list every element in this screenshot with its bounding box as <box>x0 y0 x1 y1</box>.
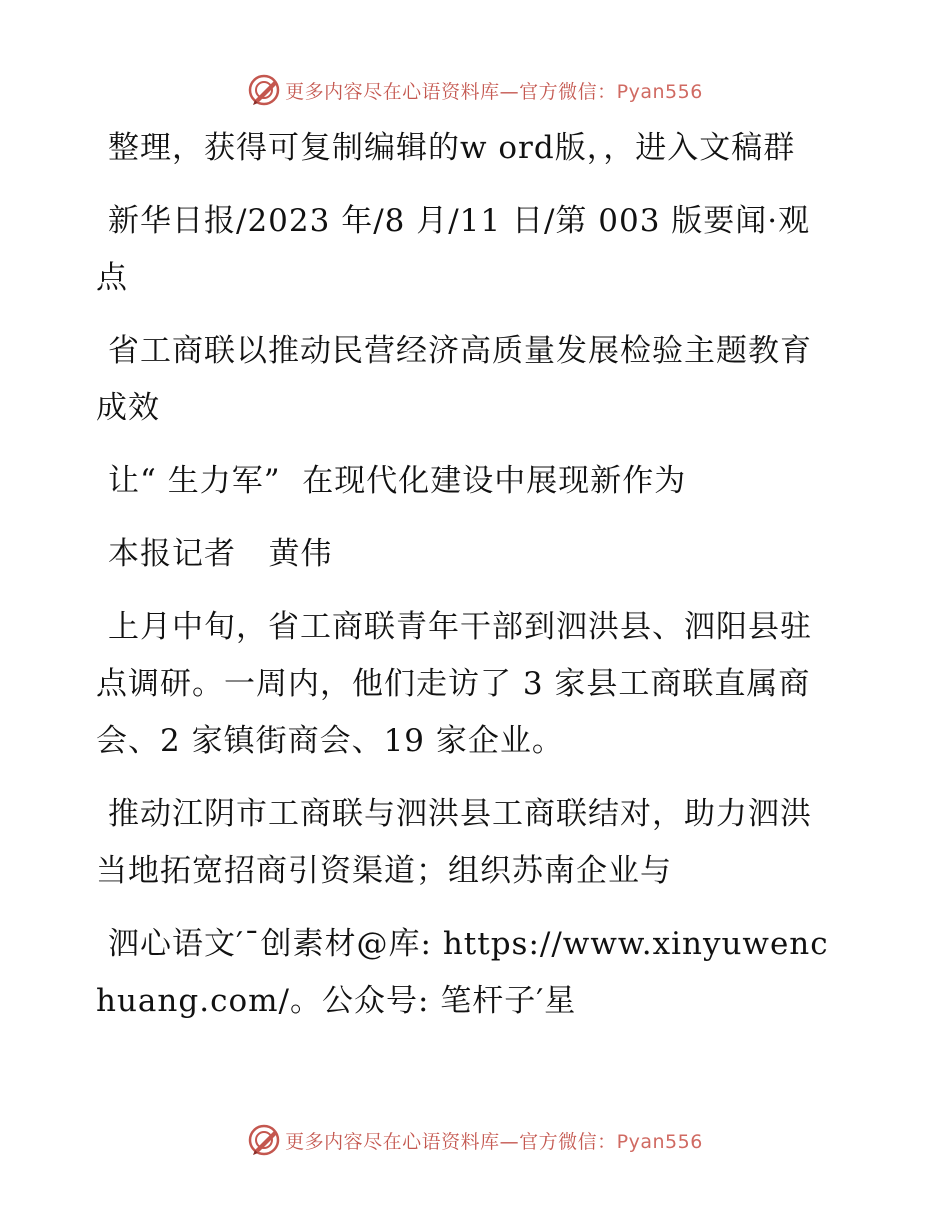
watermark-wechat-id: Pyan556 <box>616 1130 703 1153</box>
paragraph-source: 新华日报/2023 年/8 月/11 日/第 003 版要闻·观点 <box>96 203 811 296</box>
header-watermark <box>0 70 950 110</box>
paragraph-intro: 整理，获得可复制编辑的w ord版，，进入文稿群 <box>108 130 796 166</box>
footer-watermark <box>0 1120 950 1160</box>
watermark-text: 更多内容尽在心语资料库—官方微信： <box>285 1130 617 1153</box>
pen-logo-icon <box>247 73 281 107</box>
paragraph-subheadline: 让“ 生力军” 在现代化建设中展现新作为 <box>108 463 687 499</box>
watermark-wechat-id: Pyan556 <box>616 80 703 103</box>
paragraph-footer-link: 泗心语文′¯创素材@库: https://www.xinyuwenchuang.com/。公众号: 笔杆子′星 <box>96 926 829 1019</box>
paragraph-body-1: 上月中旬，省工商联青年干部到泗洪县、泗阳县驻点调研。一周内，他们走访了 3 家县工商联直属商会、2 家镇街商会、19 家企业。 <box>96 609 812 759</box>
paragraph-headline: 省工商联以推动民营经济高质量发展检验主题教育成效 <box>96 333 812 426</box>
pen-logo-icon <box>247 1123 281 1157</box>
paragraph-body-2: 推动江阴市工商联与泗洪县工商联结对，助力泗洪当地拓宽招商引资渠道；组织苏南企业与 <box>96 796 812 889</box>
watermark-text: 更多内容尽在心语资料库—官方微信： <box>285 80 617 103</box>
article-body <box>96 120 836 1046</box>
paragraph-byline: 本报记者 黄伟 <box>108 536 333 572</box>
